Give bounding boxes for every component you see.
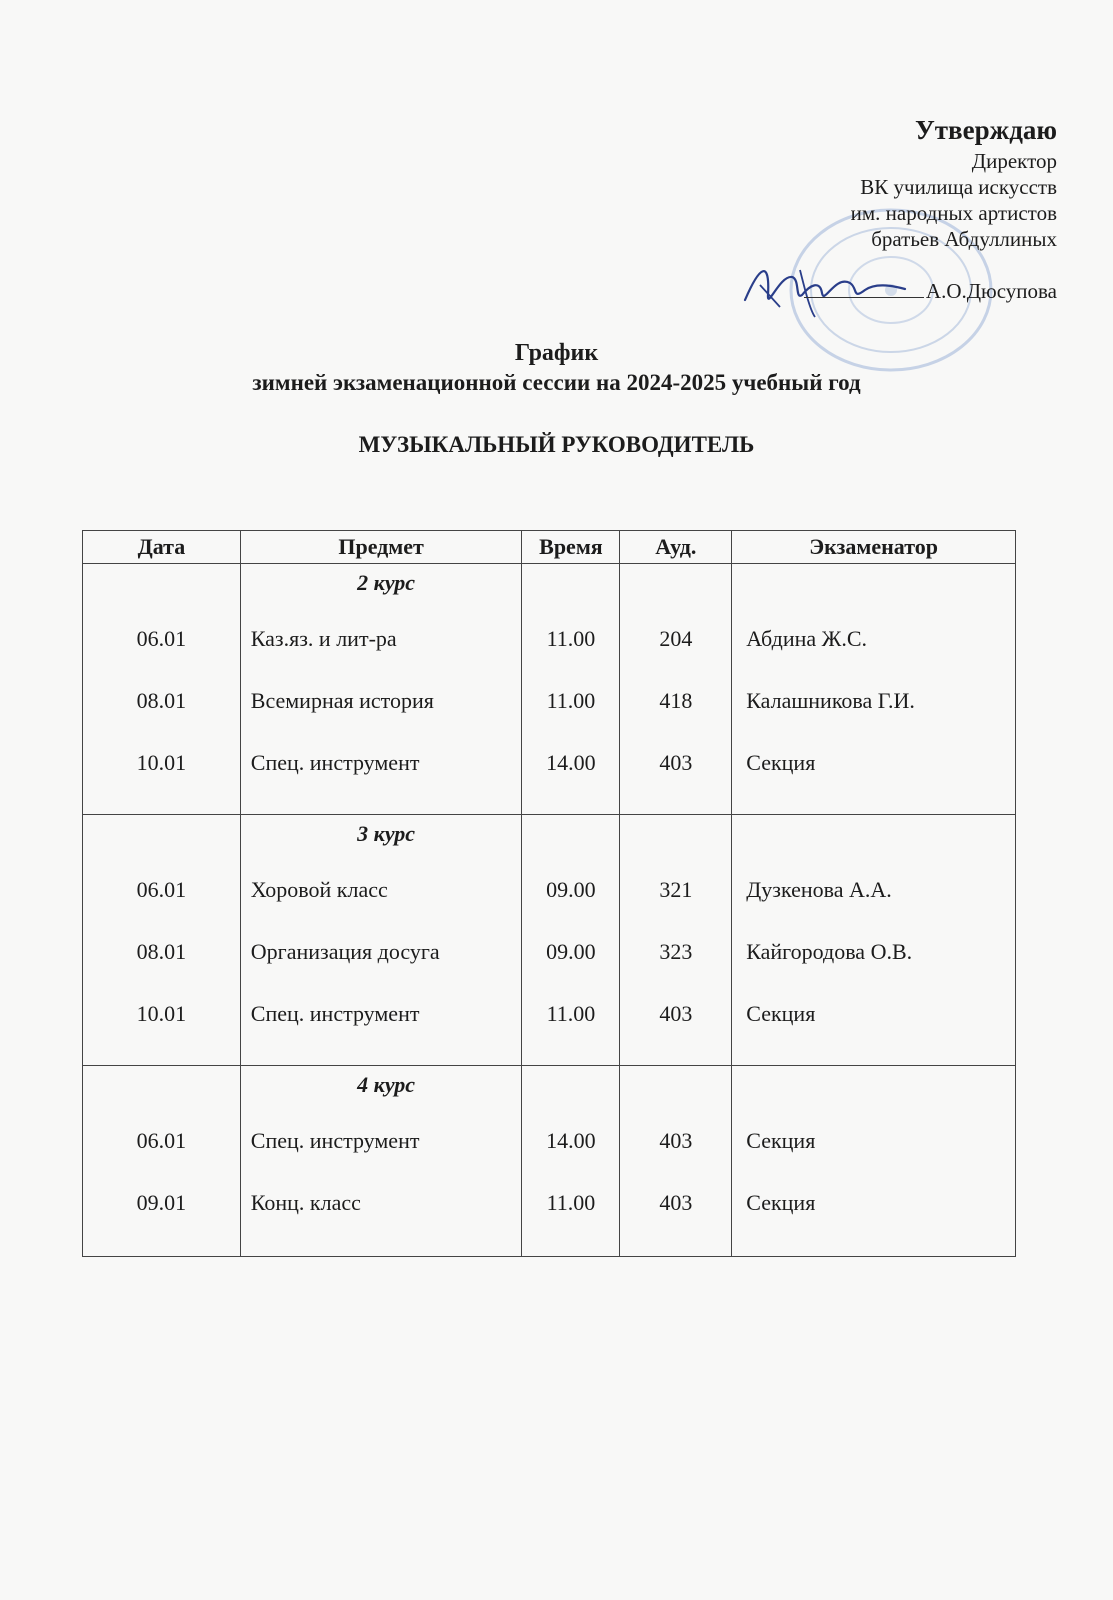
course-spacer	[746, 1066, 1015, 1110]
course-spacer	[620, 564, 731, 608]
schedule-subject: Спец. инструмент	[250, 1001, 420, 1026]
examiner-cell	[732, 1066, 1016, 1257]
schedule-subject: Конц. класс	[250, 1190, 361, 1215]
time-cell	[522, 1066, 620, 1257]
room-cell	[620, 1066, 732, 1257]
schedule-examiner: Секция	[746, 1190, 816, 1215]
header-date: Дата	[83, 531, 241, 564]
signature-line	[804, 297, 924, 298]
course-label: 4 курс	[357, 1072, 416, 1097]
approval-block	[637, 112, 1057, 304]
schedule-time: 11.00	[546, 1001, 596, 1026]
course-spacer	[746, 815, 1015, 859]
schedule-subject: Спец. инструмент	[250, 1128, 420, 1153]
examiner-cell	[732, 815, 1016, 1066]
course-spacer	[746, 564, 1015, 608]
table-header-row	[83, 531, 1016, 564]
schedule-examiner: Секция	[746, 1001, 816, 1026]
schedule-time: 09.00	[546, 877, 596, 902]
course-block-row	[83, 1066, 1016, 1257]
signatory-name: А.О.Дюсупова	[925, 279, 1057, 303]
schedule-examiner: Кайгородова О.В.	[746, 939, 913, 964]
approval-line-org: ВК училища искусств	[860, 175, 1057, 199]
header-subject: Предмет	[240, 531, 522, 564]
schedule-date: 10.01	[136, 750, 187, 775]
schedule-date: 06.01	[136, 1128, 187, 1153]
course-block-row	[83, 815, 1016, 1066]
header-time: Время	[522, 531, 620, 564]
room-cell	[620, 564, 732, 815]
course-spacer	[620, 1066, 731, 1110]
document-subtitle: зимней экзаменационной сессии на 2024-2025 учебный год	[252, 370, 861, 395]
document-title: График	[514, 340, 599, 366]
signature-row	[637, 278, 1057, 304]
room-cell	[620, 815, 732, 1066]
approval-line-org-2: им. народных артистов	[850, 201, 1057, 225]
time-cell	[522, 564, 620, 815]
subject-cell	[240, 1066, 522, 1257]
schedule-subject: Организация досуга	[250, 939, 440, 964]
schedule-examiner: Секция	[746, 1128, 816, 1153]
date-cell	[83, 564, 241, 815]
schedule-date: 06.01	[136, 877, 187, 902]
date-cell	[83, 815, 241, 1066]
course-spacer	[83, 1066, 240, 1110]
schedule-room: 403	[659, 1190, 693, 1215]
schedule-date: 10.01	[136, 1001, 187, 1026]
schedule-examiner: Секция	[746, 750, 816, 775]
schedule-room: 321	[659, 877, 693, 902]
schedule-subject: Спец. инструмент	[250, 750, 420, 775]
schedule-time: 11.00	[546, 626, 596, 651]
schedule-time: 11.00	[546, 1190, 596, 1215]
schedule-room: 418	[659, 688, 693, 713]
course-spacer	[522, 564, 619, 608]
approval-heading: Утверждаю	[914, 115, 1057, 145]
schedule-subject: Каз.яз. и лит-ра	[250, 626, 397, 651]
schedule-room: 403	[659, 1001, 693, 1026]
course-label: 2 курс	[357, 570, 416, 595]
course-spacer	[83, 815, 240, 859]
date-cell	[83, 1066, 241, 1257]
schedule-subject: Хоровой класс	[250, 877, 388, 902]
table-body	[83, 564, 1016, 1257]
schedule-date: 08.01	[136, 939, 187, 964]
schedule-date: 06.01	[136, 626, 187, 651]
schedule-time: 14.00	[546, 1128, 596, 1153]
header-room: Ауд.	[620, 531, 732, 564]
schedule-room: 403	[659, 1128, 693, 1153]
schedule-time: 14.00	[546, 750, 596, 775]
schedule-date: 08.01	[136, 688, 187, 713]
course-spacer	[620, 815, 731, 859]
examiner-cell	[732, 564, 1016, 815]
specialty-title: МУЗЫКАЛЬНЫЙ РУКОВОДИТЕЛЬ	[358, 432, 755, 457]
schedule-examiner: Дузкенова А.А.	[746, 877, 892, 902]
schedule-examiner: Абдина Ж.С.	[746, 626, 868, 651]
subject-cell	[240, 815, 522, 1066]
course-label: 3 курс	[357, 821, 416, 846]
schedule-date: 09.01	[136, 1190, 187, 1215]
schedule-room: 403	[659, 750, 693, 775]
schedule-time: 09.00	[546, 939, 596, 964]
schedule-time: 11.00	[546, 688, 596, 713]
schedule-room: 204	[659, 626, 693, 651]
course-spacer	[83, 564, 240, 608]
course-block-row	[83, 564, 1016, 815]
exam-schedule-table	[82, 530, 1016, 1257]
subject-cell	[240, 564, 522, 815]
approval-line-org-3: братьев Абдуллиных	[871, 227, 1057, 251]
schedule-room: 323	[659, 939, 693, 964]
schedule-subject: Всемирная история	[250, 688, 434, 713]
course-spacer	[522, 1066, 619, 1110]
time-cell	[522, 815, 620, 1066]
course-spacer	[522, 815, 619, 859]
approval-line-position: Директор	[971, 149, 1057, 173]
header-examiner: Экзаменатор	[732, 531, 1016, 564]
schedule-examiner: Калашникова Г.И.	[746, 688, 915, 713]
